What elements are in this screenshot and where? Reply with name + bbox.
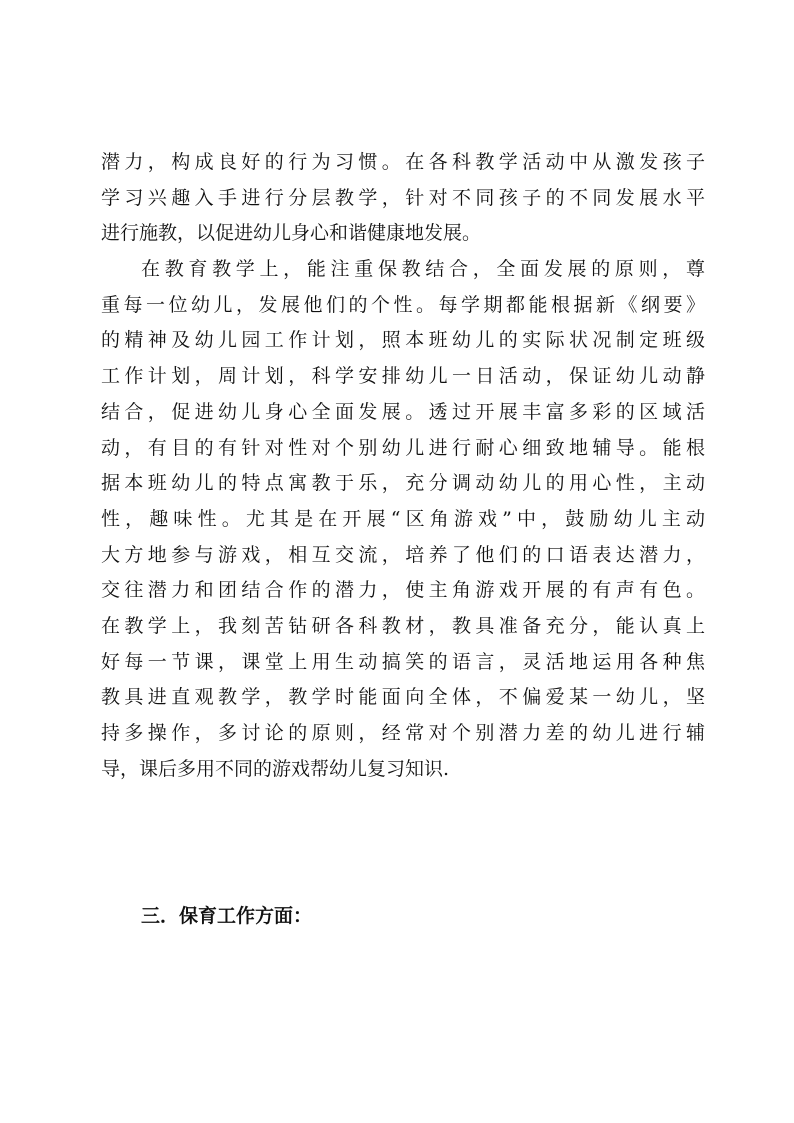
text-line: 进行施教，以促进幼儿身心和谐健康地发展。	[101, 222, 482, 245]
text-line: 教具进直观教学，教学时能面向全体，不偏爱某一幼儿，坚	[101, 686, 705, 709]
text-line: 学习兴趣入手进行分层教学，针对不同孩子的不同发展水平	[101, 186, 705, 209]
body-text	[101, 145, 705, 787]
text-line: 大方地参与游戏，相互交流，培养了他们的口语表达潜力，	[101, 543, 705, 566]
text-line: 结合，促进幼儿身心全面发展。透过开展丰富多彩的区域活	[101, 400, 705, 423]
text-line: 在教育教学上，能注重保教结合，全面发展的原则，尊	[141, 258, 705, 281]
text-line: 在教学上，我刻苦钻研各科教材，教具准备充分，能认真上	[101, 614, 705, 637]
text-line: 性，趣味性。尤其是在开展“区角游戏”中，鼓励幼儿主动	[101, 507, 705, 530]
text-line: 好每一节课，课堂上用生动搞笑的语言，灵活地运用各种焦	[101, 650, 705, 673]
text-line: 的精神及幼儿园工作计划，照本班幼儿的实际状况制定班级	[101, 329, 705, 352]
text-line: 重每一位幼儿，发展他们的个性。每学期都能根据新《纲要》	[101, 293, 705, 316]
text-line: 动，有目的有针对性对个别幼儿进行耐心细致地辅导。能根	[101, 436, 705, 459]
text-line: 持多操作，多讨论的原则，经常对个别潜力差的幼儿进行辅	[101, 722, 705, 744]
text-line: 导，课后多用不同的游戏帮幼儿复习知识.	[101, 757, 450, 780]
text-line: 潜力，构成良好的行为习惯。在各科教学活动中从激发孩子	[101, 151, 705, 173]
section-heading: 三．保育工作方面：	[141, 905, 313, 927]
text-line: 工作计划，周计划，科学安排幼儿一日活动，保证幼儿动静	[101, 365, 705, 388]
text-line: 据本班幼儿的特点寓教于乐，充分调动幼儿的用心性，主动	[101, 472, 705, 495]
text-line: 交往潜力和团结合作的潜力，使主角游戏开展的有声有色。	[101, 579, 705, 602]
